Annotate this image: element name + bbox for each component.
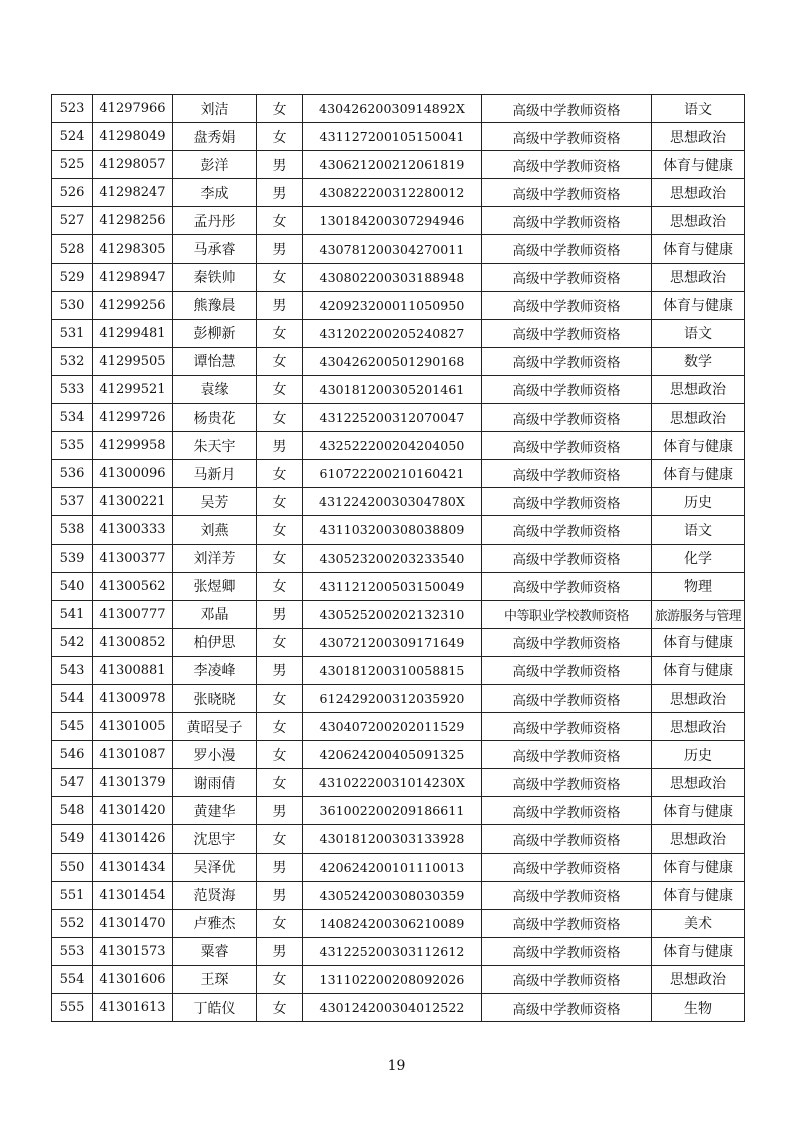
- exam-id-cell: 41301454: [93, 881, 173, 909]
- gender-cell: 女: [257, 263, 303, 291]
- id-number-cell: 430781200304270011: [303, 235, 482, 263]
- subject-cell: 语文: [652, 516, 745, 544]
- table-row: [52, 432, 745, 460]
- exam-id-cell: 41298049: [93, 123, 173, 151]
- name-cell: 朱天宇: [173, 432, 257, 460]
- row-number-cell: 533: [52, 375, 93, 403]
- id-number-cell: 130184200307294946: [303, 207, 482, 235]
- subject-cell: 体育与健康: [652, 853, 745, 881]
- subject-cell: 体育与健康: [652, 151, 745, 179]
- qualification-cell: 高级中学教师资格: [482, 572, 652, 600]
- name-cell: 张煜卿: [173, 572, 257, 600]
- name-cell: 黄建华: [173, 797, 257, 825]
- table-row: [52, 460, 745, 488]
- qualification-cell: 高级中学教师资格: [482, 375, 652, 403]
- id-number-cell: 430525200202132310: [303, 600, 482, 628]
- subject-cell: 体育与健康: [652, 460, 745, 488]
- table-row: [52, 769, 745, 797]
- row-number-cell: 547: [52, 769, 93, 797]
- table-row: [52, 263, 745, 291]
- gender-cell: 男: [257, 151, 303, 179]
- table-row: [52, 713, 745, 741]
- row-number-cell: 535: [52, 432, 93, 460]
- subject-cell: 物理: [652, 572, 745, 600]
- subject-cell: 思想政治: [652, 404, 745, 432]
- id-number-cell: 43122420030304780X: [303, 488, 482, 516]
- gender-cell: 女: [257, 375, 303, 403]
- qualification-cell: 高级中学教师资格: [482, 797, 652, 825]
- candidate-table-body: [52, 95, 745, 1022]
- name-cell: 黄昭旻子: [173, 713, 257, 741]
- row-number-cell: 546: [52, 741, 93, 769]
- exam-id-cell: 41300333: [93, 516, 173, 544]
- gender-cell: 男: [257, 600, 303, 628]
- row-number-cell: 529: [52, 263, 93, 291]
- id-number-cell: 431121200503150049: [303, 572, 482, 600]
- exam-id-cell: 41300978: [93, 684, 173, 712]
- name-cell: 李成: [173, 179, 257, 207]
- table-row: [52, 123, 745, 151]
- gender-cell: 女: [257, 123, 303, 151]
- subject-cell: 思想政治: [652, 769, 745, 797]
- id-number-cell: 361002200209186611: [303, 797, 482, 825]
- qualification-cell: 高级中学教师资格: [482, 404, 652, 432]
- table-row: [52, 375, 745, 403]
- gender-cell: 男: [257, 797, 303, 825]
- row-number-cell: 550: [52, 853, 93, 881]
- gender-cell: 女: [257, 404, 303, 432]
- gender-cell: 女: [257, 741, 303, 769]
- name-cell: 秦铁帅: [173, 263, 257, 291]
- table-row: [52, 544, 745, 572]
- table-row: [52, 600, 745, 628]
- name-cell: 马承睿: [173, 235, 257, 263]
- exam-id-cell: 41300377: [93, 544, 173, 572]
- qualification-cell: 高级中学教师资格: [482, 235, 652, 263]
- exam-id-cell: 41299505: [93, 347, 173, 375]
- name-cell: 彭洋: [173, 151, 257, 179]
- table-row: [52, 825, 745, 853]
- row-number-cell: 531: [52, 319, 93, 347]
- exam-id-cell: 41301434: [93, 853, 173, 881]
- qualification-cell: 高级中学教师资格: [482, 347, 652, 375]
- row-number-cell: 555: [52, 994, 93, 1022]
- name-cell: 彭柳新: [173, 319, 257, 347]
- id-number-cell: 430426200501290168: [303, 347, 482, 375]
- id-number-cell: 430721200309171649: [303, 628, 482, 656]
- id-number-cell: 430621200212061819: [303, 151, 482, 179]
- gender-cell: 男: [257, 235, 303, 263]
- table-row: [52, 319, 745, 347]
- row-number-cell: 534: [52, 404, 93, 432]
- row-number-cell: 532: [52, 347, 93, 375]
- gender-cell: 女: [257, 628, 303, 656]
- subject-cell: 历史: [652, 741, 745, 769]
- gender-cell: 女: [257, 572, 303, 600]
- exam-id-cell: 41299726: [93, 404, 173, 432]
- table-row: [52, 488, 745, 516]
- name-cell: 张晓晓: [173, 684, 257, 712]
- id-number-cell: 432522200204204050: [303, 432, 482, 460]
- subject-cell: 体育与健康: [652, 797, 745, 825]
- gender-cell: 女: [257, 713, 303, 741]
- row-number-cell: 539: [52, 544, 93, 572]
- id-number-cell: 610722200210160421: [303, 460, 482, 488]
- qualification-cell: 高级中学教师资格: [482, 95, 652, 123]
- exam-id-cell: 41301613: [93, 994, 173, 1022]
- name-cell: 范贤海: [173, 881, 257, 909]
- name-cell: 马新月: [173, 460, 257, 488]
- subject-cell: 生物: [652, 994, 745, 1022]
- subject-cell: 思想政治: [652, 263, 745, 291]
- name-cell: 卢雅杰: [173, 909, 257, 937]
- exam-id-cell: 41301087: [93, 741, 173, 769]
- id-number-cell: 431202200205240827: [303, 319, 482, 347]
- gender-cell: 女: [257, 909, 303, 937]
- id-number-cell: 612429200312035920: [303, 684, 482, 712]
- qualification-cell: 高级中学教师资格: [482, 656, 652, 684]
- row-number-cell: 541: [52, 600, 93, 628]
- row-number-cell: 543: [52, 656, 93, 684]
- name-cell: 李凌峰: [173, 656, 257, 684]
- table-row: [52, 937, 745, 965]
- qualification-cell: 高级中学教师资格: [482, 291, 652, 319]
- exam-id-cell: 41299958: [93, 432, 173, 460]
- id-number-cell: 430407200202011529: [303, 713, 482, 741]
- gender-cell: 女: [257, 516, 303, 544]
- subject-cell: 思想政治: [652, 179, 745, 207]
- table-row: [52, 965, 745, 993]
- exam-id-cell: 41298057: [93, 151, 173, 179]
- exam-id-cell: 41300221: [93, 488, 173, 516]
- id-number-cell: 430802200303188948: [303, 263, 482, 291]
- table-row: [52, 572, 745, 600]
- subject-cell: 语文: [652, 95, 745, 123]
- exam-id-cell: 41300096: [93, 460, 173, 488]
- gender-cell: 男: [257, 179, 303, 207]
- subject-cell: 体育与健康: [652, 291, 745, 319]
- id-number-cell: 430181200310058815: [303, 656, 482, 684]
- qualification-cell: 高级中学教师资格: [482, 965, 652, 993]
- name-cell: 吴泽优: [173, 853, 257, 881]
- table-row: [52, 741, 745, 769]
- subject-cell: 思想政治: [652, 207, 745, 235]
- page-number: 19: [387, 1058, 406, 1074]
- exam-id-cell: 41301470: [93, 909, 173, 937]
- exam-id-cell: 41298247: [93, 179, 173, 207]
- subject-cell: 体育与健康: [652, 628, 745, 656]
- gender-cell: 女: [257, 347, 303, 375]
- name-cell: 刘洁: [173, 95, 257, 123]
- qualification-cell: 高级中学教师资格: [482, 853, 652, 881]
- id-number-cell: 431225200303112612: [303, 937, 482, 965]
- subject-cell: 思想政治: [652, 684, 745, 712]
- subject-cell: 思想政治: [652, 965, 745, 993]
- subject-cell: 体育与健康: [652, 656, 745, 684]
- row-number-cell: 528: [52, 235, 93, 263]
- id-number-cell: 430523200203233540: [303, 544, 482, 572]
- name-cell: 孟丹彤: [173, 207, 257, 235]
- row-number-cell: 525: [52, 151, 93, 179]
- row-number-cell: 536: [52, 460, 93, 488]
- gender-cell: 女: [257, 460, 303, 488]
- id-number-cell: 431103200308038809: [303, 516, 482, 544]
- subject-cell: 体育与健康: [652, 432, 745, 460]
- exam-id-cell: 41300852: [93, 628, 173, 656]
- name-cell: 刘洋芳: [173, 544, 257, 572]
- table-row: [52, 797, 745, 825]
- qualification-cell: 高级中学教师资格: [482, 460, 652, 488]
- subject-cell: 思想政治: [652, 713, 745, 741]
- table-row: [52, 207, 745, 235]
- table-row: [52, 628, 745, 656]
- row-number-cell: 540: [52, 572, 93, 600]
- row-number-cell: 549: [52, 825, 93, 853]
- subject-cell: 体育与健康: [652, 881, 745, 909]
- subject-cell: 体育与健康: [652, 235, 745, 263]
- exam-id-cell: 41301426: [93, 825, 173, 853]
- id-number-cell: 430524200308030359: [303, 881, 482, 909]
- candidate-table: [51, 94, 745, 1022]
- exam-id-cell: 41298256: [93, 207, 173, 235]
- qualification-cell: 高级中学教师资格: [482, 713, 652, 741]
- subject-cell: 化学: [652, 544, 745, 572]
- id-number-cell: 131102200208092026: [303, 965, 482, 993]
- exam-id-cell: 41300562: [93, 572, 173, 600]
- table-row: [52, 684, 745, 712]
- name-cell: 沈思宇: [173, 825, 257, 853]
- row-number-cell: 548: [52, 797, 93, 825]
- exam-id-cell: 41301005: [93, 713, 173, 741]
- exam-id-cell: 41299256: [93, 291, 173, 319]
- subject-cell: 美术: [652, 909, 745, 937]
- qualification-cell: 高级中学教师资格: [482, 432, 652, 460]
- qualification-cell: 高级中学教师资格: [482, 741, 652, 769]
- gender-cell: 女: [257, 994, 303, 1022]
- subject-cell: 体育与健康: [652, 937, 745, 965]
- id-number-cell: 431225200312070047: [303, 404, 482, 432]
- qualification-cell: 高级中学教师资格: [482, 881, 652, 909]
- gender-cell: 女: [257, 544, 303, 572]
- exam-id-cell: 41298947: [93, 263, 173, 291]
- qualification-cell: 高级中学教师资格: [482, 207, 652, 235]
- name-cell: 谭怡慧: [173, 347, 257, 375]
- qualification-cell: 高级中学教师资格: [482, 684, 652, 712]
- row-number-cell: 527: [52, 207, 93, 235]
- gender-cell: 女: [257, 825, 303, 853]
- name-cell: 吴芳: [173, 488, 257, 516]
- subject-cell: 历史: [652, 488, 745, 516]
- gender-cell: 男: [257, 881, 303, 909]
- name-cell: 杨贵花: [173, 404, 257, 432]
- id-number-cell: 140824200306210089: [303, 909, 482, 937]
- table-row: [52, 656, 745, 684]
- name-cell: 粟睿: [173, 937, 257, 965]
- name-cell: 袁缘: [173, 375, 257, 403]
- table-row: [52, 516, 745, 544]
- gender-cell: 女: [257, 488, 303, 516]
- subject-cell: 思想政治: [652, 375, 745, 403]
- table-row: [52, 347, 745, 375]
- qualification-cell: 高级中学教师资格: [482, 151, 652, 179]
- table-row: [52, 881, 745, 909]
- name-cell: 熊豫晨: [173, 291, 257, 319]
- gender-cell: 女: [257, 207, 303, 235]
- subject-cell: 旅游服务与管理: [652, 600, 745, 628]
- subject-cell: 数学: [652, 347, 745, 375]
- qualification-cell: 中等职业学校教师资格: [482, 600, 652, 628]
- table-row: [52, 179, 745, 207]
- row-number-cell: 523: [52, 95, 93, 123]
- row-number-cell: 530: [52, 291, 93, 319]
- id-number-cell: 430822200312280012: [303, 179, 482, 207]
- exam-id-cell: 41300881: [93, 656, 173, 684]
- qualification-cell: 高级中学教师资格: [482, 937, 652, 965]
- qualification-cell: 高级中学教师资格: [482, 319, 652, 347]
- table-row: [52, 404, 745, 432]
- id-number-cell: 430124200304012522: [303, 994, 482, 1022]
- table-row: [52, 235, 745, 263]
- qualification-cell: 高级中学教师资格: [482, 179, 652, 207]
- exam-id-cell: 41300777: [93, 600, 173, 628]
- gender-cell: 女: [257, 684, 303, 712]
- qualification-cell: 高级中学教师资格: [482, 263, 652, 291]
- qualification-cell: 高级中学教师资格: [482, 994, 652, 1022]
- exam-id-cell: 41301606: [93, 965, 173, 993]
- subject-cell: 思想政治: [652, 123, 745, 151]
- id-number-cell: 420624200101110013: [303, 853, 482, 881]
- id-number-cell: 43042620030914892X: [303, 95, 482, 123]
- qualification-cell: 高级中学教师资格: [482, 488, 652, 516]
- row-number-cell: 538: [52, 516, 93, 544]
- id-number-cell: 430181200303133928: [303, 825, 482, 853]
- qualification-cell: 高级中学教师资格: [482, 825, 652, 853]
- gender-cell: 男: [257, 853, 303, 881]
- id-number-cell: 431127200105150041: [303, 123, 482, 151]
- gender-cell: 男: [257, 937, 303, 965]
- table-row: [52, 95, 745, 123]
- qualification-cell: 高级中学教师资格: [482, 123, 652, 151]
- table-row: [52, 909, 745, 937]
- row-number-cell: 551: [52, 881, 93, 909]
- row-number-cell: 542: [52, 628, 93, 656]
- exam-id-cell: 41297966: [93, 95, 173, 123]
- name-cell: 谢雨倩: [173, 769, 257, 797]
- row-number-cell: 524: [52, 123, 93, 151]
- row-number-cell: 544: [52, 684, 93, 712]
- row-number-cell: 552: [52, 909, 93, 937]
- id-number-cell: 420923200011050950: [303, 291, 482, 319]
- exam-id-cell: 41298305: [93, 235, 173, 263]
- id-number-cell: 420624200405091325: [303, 741, 482, 769]
- qualification-cell: 高级中学教师资格: [482, 516, 652, 544]
- gender-cell: 男: [257, 432, 303, 460]
- name-cell: 盘秀娟: [173, 123, 257, 151]
- row-number-cell: 554: [52, 965, 93, 993]
- exam-id-cell: 41301420: [93, 797, 173, 825]
- exam-id-cell: 41299521: [93, 375, 173, 403]
- row-number-cell: 526: [52, 179, 93, 207]
- gender-cell: 女: [257, 769, 303, 797]
- name-cell: 刘燕: [173, 516, 257, 544]
- qualification-cell: 高级中学教师资格: [482, 544, 652, 572]
- exam-id-cell: 41301379: [93, 769, 173, 797]
- qualification-cell: 高级中学教师资格: [482, 909, 652, 937]
- name-cell: 邓晶: [173, 600, 257, 628]
- gender-cell: 女: [257, 965, 303, 993]
- row-number-cell: 545: [52, 713, 93, 741]
- exam-id-cell: 41299481: [93, 319, 173, 347]
- id-number-cell: 43102220031014230X: [303, 769, 482, 797]
- name-cell: 丁皓仪: [173, 994, 257, 1022]
- gender-cell: 女: [257, 319, 303, 347]
- table-row: [52, 291, 745, 319]
- table-row: [52, 853, 745, 881]
- qualification-cell: 高级中学教师资格: [482, 769, 652, 797]
- id-number-cell: 430181200305201461: [303, 375, 482, 403]
- table-row: [52, 151, 745, 179]
- table-row: [52, 994, 745, 1022]
- subject-cell: 语文: [652, 319, 745, 347]
- subject-cell: 思想政治: [652, 825, 745, 853]
- gender-cell: 男: [257, 291, 303, 319]
- exam-id-cell: 41301573: [93, 937, 173, 965]
- row-number-cell: 553: [52, 937, 93, 965]
- name-cell: 罗小漫: [173, 741, 257, 769]
- name-cell: 柏伊思: [173, 628, 257, 656]
- name-cell: 王琛: [173, 965, 257, 993]
- gender-cell: 男: [257, 656, 303, 684]
- qualification-cell: 高级中学教师资格: [482, 628, 652, 656]
- row-number-cell: 537: [52, 488, 93, 516]
- gender-cell: 女: [257, 95, 303, 123]
